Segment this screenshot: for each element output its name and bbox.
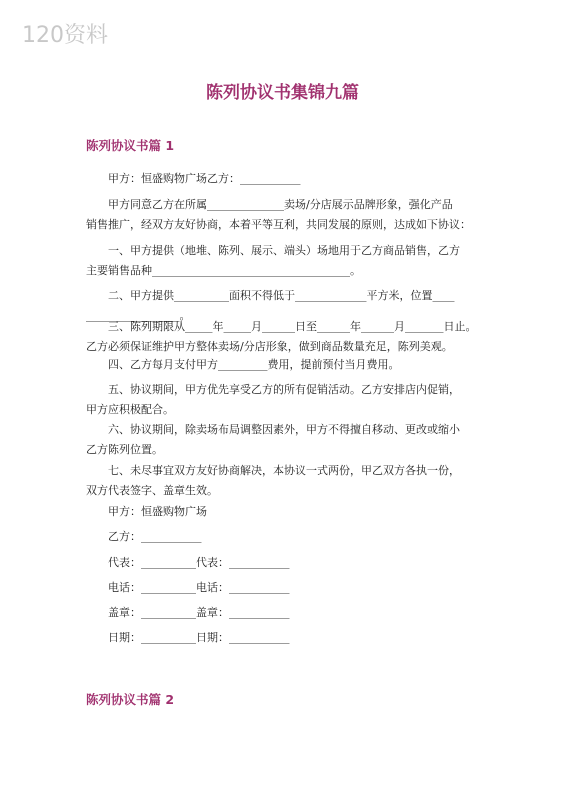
text-line: 四、乙方每月支付甲方_________费用，提前预付当月费用。 [86, 358, 400, 371]
paragraph-clause-3 [86, 317, 486, 357]
text-line: 乙方陈列位置。 [86, 443, 163, 456]
text-line: 甲方：恒盛购物广场 [86, 505, 207, 518]
text-line: 三、陈列期限从_____年_____月______日至______年______月_______日止。 [86, 320, 477, 333]
signature-phone [86, 578, 486, 598]
text-line: 日期：__________日期：___________ [86, 631, 290, 644]
text-line: 七、未尽事宜双方友好协商解决，本协议一式两份，甲乙双方各执一份， [86, 464, 460, 477]
signature-party-b [86, 527, 486, 547]
document-title: 陈列协议书集锦九篇 [206, 83, 359, 103]
text-line: 一、甲方提供（地堆、陈列、展示、端头）场地用于乙方商品销售，乙方 [86, 244, 460, 257]
paragraph-clause-1 [86, 241, 486, 281]
signature-seal [86, 603, 486, 623]
paragraph-intro [86, 195, 486, 235]
watermark-logo: 120资料 [22, 23, 108, 48]
text-line: 电话：__________电话：___________ [86, 581, 290, 594]
text-line: 乙方：___________ [86, 530, 202, 543]
text-line: 乙方必须保证维护甲方整体卖场/分店形象，做到商品数量充足，陈列美观。 [86, 340, 453, 353]
signature-date [86, 628, 486, 648]
text-line: 甲方：恒盛购物广场乙方：___________ [86, 172, 301, 185]
text-line: 主要销售品种____________________________________。 [86, 264, 361, 277]
text-line: _________________。 [86, 309, 191, 322]
paragraph-clause-7 [86, 461, 486, 501]
section-heading-1: 陈列协议书篇 1 [86, 138, 175, 153]
text-line: 甲方应积极配合。 [86, 403, 174, 416]
text-line: 六、协议期间，除卖场布局调整因素外，甲方不得擅自移动、更改或缩小 [86, 423, 460, 436]
text-line: 双方代表签字、盖章生效。 [86, 484, 218, 497]
paragraph-parties [86, 169, 486, 189]
text-line: 二、甲方提供__________面积不得低于_____________平方米，位置____ [86, 289, 455, 302]
signature-representative [86, 553, 486, 573]
paragraph-clause-5 [86, 380, 486, 420]
section-heading-2: 陈列协议书篇 2 [86, 692, 175, 707]
text-line: 盖章：__________盖章：___________ [86, 606, 290, 619]
text-line: 销售推广，经双方友好协商，本着平等互利，共同发展的原则，达成如下协议： [86, 218, 471, 231]
text-line: 五、协议期间，甲方优先享受乙方的所有促销活动。乙方安排店内促销， [86, 383, 460, 396]
paragraph-clause-4 [86, 355, 486, 375]
text-line: 代表：__________代表：___________ [86, 556, 290, 569]
text-line: 甲方同意乙方在所属______________卖场/分店展示品牌形象，强化产品 [86, 198, 453, 211]
signature-party-a [86, 502, 486, 522]
paragraph-clause-6 [86, 420, 486, 460]
